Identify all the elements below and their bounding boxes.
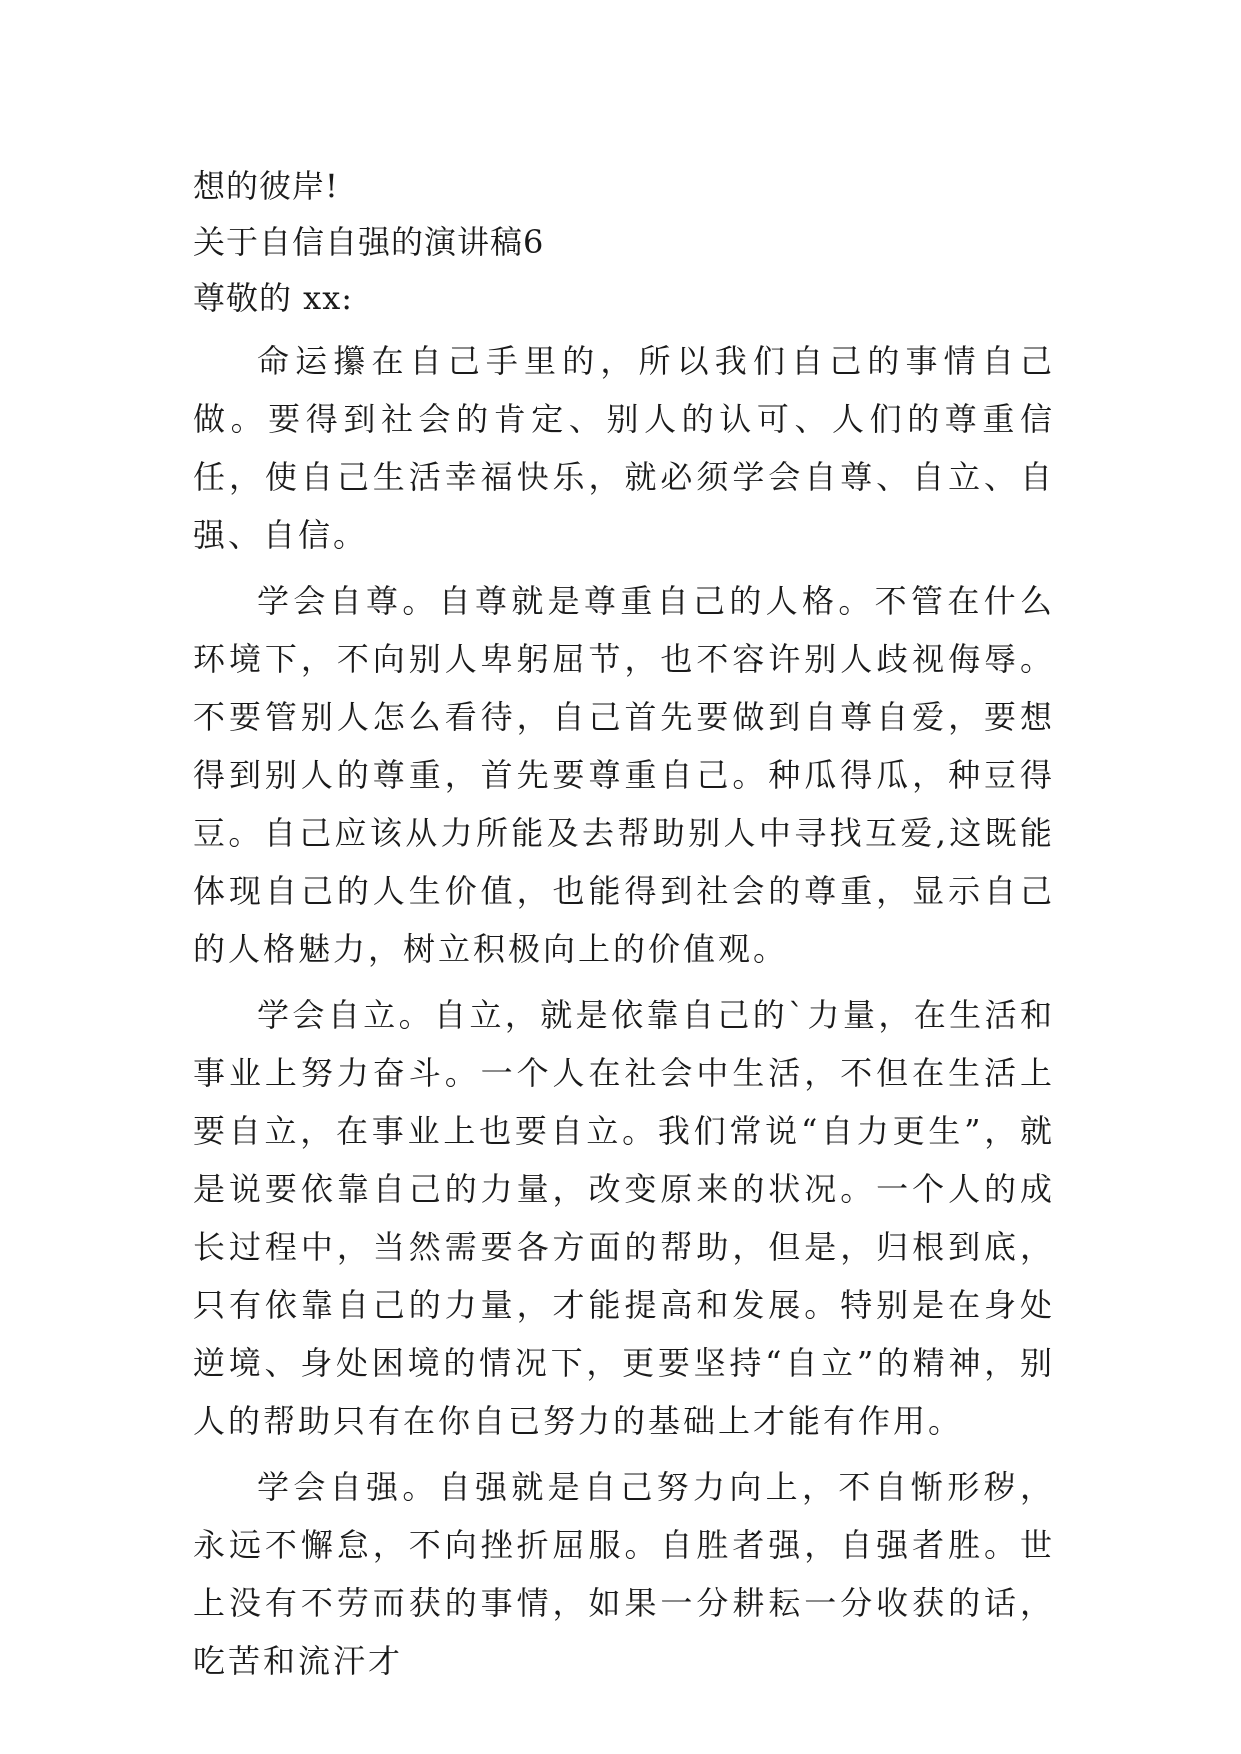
- paragraph: 学会自立。自立，就是依靠自己的`力量，在生活和事业上努力奋斗。一个人在社会中生活，不但在生活上要自立，在事业上也要自立。我们常说“自力更生”，就是说要依靠自己的力量，改变原来的状况。一个人的成长过程中，当然需要各方面的帮助，但是，归根到底，只有依靠自己的力量，才能提高和发展。特别是在身处逆境、身处困境的情况下，更要坚持“自立”的精神，别人的帮助只有在你自已努力的基础上才能有作用。: [193, 996, 1055, 1440]
- document-title: 关于自信自强的演讲稿6: [193, 223, 545, 261]
- document-body: [193, 158, 1055, 1690]
- salutation: 尊敬的 xx:: [193, 279, 354, 317]
- paragraph: 学会自强。自强就是自己努力向上，不自惭形秽，永远不懈怠，不向挫折屈服。自胜者强，自强者胜。世上没有不劳而获的事情，如果一分耕耘一分收获的话，吃苦和流汗才: [193, 1468, 1055, 1680]
- paragraph: 命运攥在自己手里的，所以我们自己的事情自己做。要得到社会的肯定、别人的认可、人们的尊重信任，使自己生活幸福快乐，就必须学会自尊、自立、自强、自信。: [193, 342, 1055, 554]
- document-header: [193, 158, 1055, 326]
- carry-over-line: 想的彼岸!: [193, 167, 339, 205]
- paragraph: 学会自尊。自尊就是尊重自己的人格。不管在什么环境下，不向别人卑躬屈节，也不容许别人歧视侮辱。不要管别人怎么看待，自己首先要做到自尊自爱，要想得到别人的尊重，首先要尊重自己。种瓜得瓜，种豆得豆。自己应该从力所能及去帮助别人中寻找互爱,这既能体现自己的人生价值，也能得到社会的尊重，显示自己的人格魅力，树立积极向上的价值观。: [193, 582, 1055, 968]
